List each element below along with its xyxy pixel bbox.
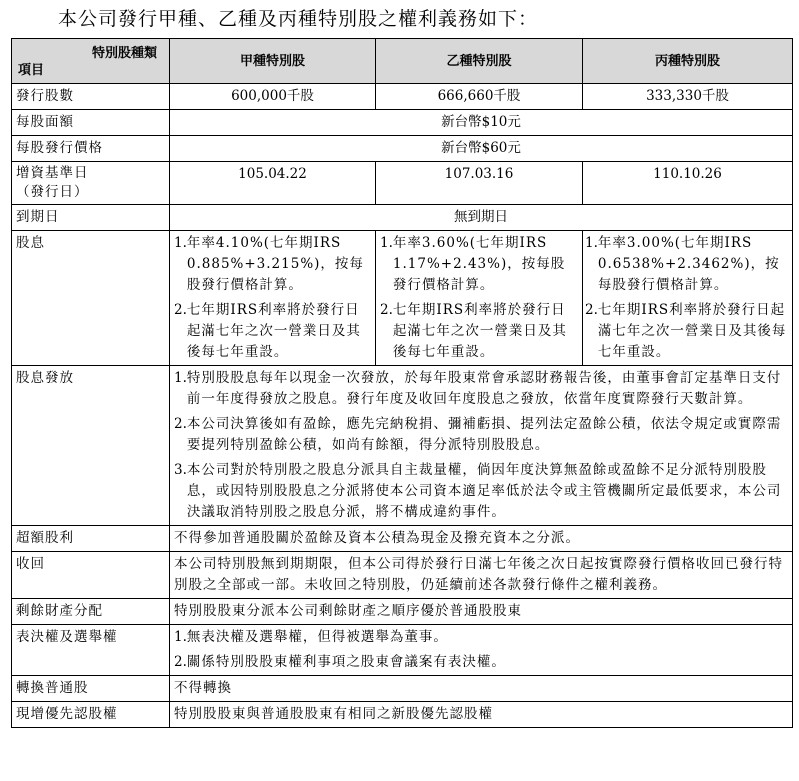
row-excess-dividend xyxy=(12,526,793,552)
label-voting-rights: 表決權及選舉權 xyxy=(12,625,170,676)
item-text: 本公司對於特別股之股息分派具自主裁量權，倘因年度決算無盈餘或盈餘不足分派特別股股息，或因特別股股息之分派將使本公司資本適足率低於法令或主管機關所定最低要求，本公司決議取消特別股之股息分派，將不構成違約事件。 xyxy=(186,462,782,520)
row-dividend-distribution xyxy=(12,366,793,526)
shares-class-b: 666,660千股 xyxy=(376,84,583,110)
item-number: 1. xyxy=(380,235,393,251)
item-number: 2. xyxy=(585,302,598,318)
item-number: 1. xyxy=(174,235,187,251)
header-corner-cell xyxy=(12,39,170,84)
label-preemptive-rights: 現增優先認股權 xyxy=(12,702,170,728)
redemption-text: 本公司特別股無到期期限，但本公司得於發行日滿七年後之次日起按實際發行價格收回已發行特別股之全部或一部。未收回之特別股，仍延續前述各款發行條件之權利義務。 xyxy=(170,552,793,599)
issue-date-class-b: 107.03.16 xyxy=(376,162,583,205)
item-text: 年率3.00%(七年期IRS 0.6538%+2.3462%)，按每股發行價格計算。 xyxy=(597,235,780,293)
row-preemptive-rights xyxy=(12,702,793,728)
shares-class-c: 333,330千股 xyxy=(583,84,793,110)
header-class-a: 甲種特別股 xyxy=(170,39,376,84)
dividend-class-b xyxy=(376,231,583,366)
voting-rights-text xyxy=(170,625,793,676)
label-issue-date xyxy=(12,162,170,205)
item-number: 1. xyxy=(174,629,187,645)
distribution-item-1 xyxy=(174,368,788,410)
item-number: 3. xyxy=(174,462,187,478)
issue-date-class-c: 110.10.26 xyxy=(583,162,793,205)
dividend-a-item-2 xyxy=(174,300,371,363)
voting-item-1 xyxy=(174,627,788,648)
label-issue-price: 每股發行價格 xyxy=(12,136,170,162)
conversion-text: 不得轉換 xyxy=(170,676,793,702)
page-title: 本公司發行甲種、乙種及丙種特別股之權利義務如下： xyxy=(58,8,539,30)
shares-class-a: 600,000千股 xyxy=(170,84,376,110)
dividend-c-item-2 xyxy=(585,300,788,363)
dividend-c-item-1 xyxy=(585,233,788,296)
row-par-value xyxy=(12,110,793,136)
dividend-class-a xyxy=(170,231,376,366)
dividend-class-c xyxy=(583,231,793,366)
row-issue-price xyxy=(12,136,793,162)
item-text: 年率3.60%(七年期IRS 1.17%+2.43%)，按每股發行價格計算。 xyxy=(392,235,566,293)
item-number: 1. xyxy=(174,370,187,386)
label-dividend: 股息 xyxy=(12,231,170,366)
dividend-b-item-2 xyxy=(380,300,578,363)
label-par-value: 每股面額 xyxy=(12,110,170,136)
distribution-item-2 xyxy=(174,414,788,456)
preemptive-rights-text: 特別股股東與普通股股東有相同之新股優先認股權 xyxy=(170,702,793,728)
label-issue-date-line1: 增資基準日 xyxy=(16,165,89,181)
maturity-value: 無到期日 xyxy=(170,205,793,231)
preferred-stock-rights-table xyxy=(11,38,793,728)
distribution-item-3 xyxy=(174,460,788,523)
label-dividend-distribution: 股息發放 xyxy=(12,366,170,526)
item-text: 七年期IRS利率將於發行日起滿七年之次一營業日及其後每七年重設。 xyxy=(597,302,787,360)
row-conversion xyxy=(12,676,793,702)
issue-price: 新台幣$60元 xyxy=(170,136,793,162)
row-issue-date xyxy=(12,162,793,205)
item-number: 2. xyxy=(174,416,187,432)
header-stock-type-label: 特別股種類 xyxy=(91,46,157,61)
item-number: 2. xyxy=(380,302,393,318)
residual-assets-text: 特別股股東分派本公司剩餘財產之順序優於普通股股東 xyxy=(170,599,793,625)
item-text: 七年期IRS利率將於發行日起滿七年之次一營業日及其後每七年重設。 xyxy=(186,302,361,360)
dividend-b-item-1 xyxy=(380,233,578,296)
label-residual-assets: 剩餘財產分配 xyxy=(12,599,170,625)
label-excess-dividend: 超額股利 xyxy=(12,526,170,552)
item-text: 七年期IRS利率將於發行日起滿七年之次一營業日及其後每七年重設。 xyxy=(392,302,567,360)
header-item-label: 項目 xyxy=(18,63,45,78)
label-maturity: 到期日 xyxy=(12,205,170,231)
par-value: 新台幣$10元 xyxy=(170,110,793,136)
item-number: 2. xyxy=(174,302,187,318)
item-text: 本公司決算後如有盈餘，應先完納稅捐、彌補虧損、提列法定盈餘公積，依法令規定或實際需要提列特別盈餘公積，如尚有餘額，得分派特別股股息。 xyxy=(186,416,782,453)
issue-date-class-a: 105.04.22 xyxy=(170,162,376,205)
dividend-a-item-1 xyxy=(174,233,371,296)
row-redemption xyxy=(12,552,793,599)
header-class-b: 乙種特別股 xyxy=(376,39,583,84)
row-residual-assets xyxy=(12,599,793,625)
label-redemption: 收回 xyxy=(12,552,170,599)
label-issue-date-line2: （發行日） xyxy=(16,184,89,200)
dividend-distribution-text xyxy=(170,366,793,526)
item-text: 年率4.10%(七年期IRS 0.885%+3.215%)，按每股發行價格計算。 xyxy=(186,235,364,293)
voting-item-2 xyxy=(174,652,788,673)
item-number: 1. xyxy=(585,235,598,251)
row-voting-rights xyxy=(12,625,793,676)
label-conversion: 轉換普通股 xyxy=(12,676,170,702)
header-class-c: 丙種特別股 xyxy=(583,39,793,84)
excess-dividend-text: 不得參加普通股關於盈餘及資本公積為現金及撥充資本之分派。 xyxy=(170,526,793,552)
label-shares-issued: 發行股數 xyxy=(12,84,170,110)
row-shares-issued xyxy=(12,84,793,110)
table-header-row xyxy=(12,39,793,84)
row-dividend xyxy=(12,231,793,366)
item-text: 無表決權及選舉權，但得被選舉為董事。 xyxy=(186,629,448,645)
item-text: 特別股股息每年以現金一次發放，於每年股東常會承認財務報告後，由董事會訂定基準日支付前一年度得發放之股息。發行年度及收回年度股息之發放，依當年度實際發行天數計算。 xyxy=(186,370,782,407)
row-maturity xyxy=(12,205,793,231)
item-text: 關係特別股股東權利事項之股東會議案有表決權。 xyxy=(186,654,506,670)
item-number: 2. xyxy=(174,654,187,670)
